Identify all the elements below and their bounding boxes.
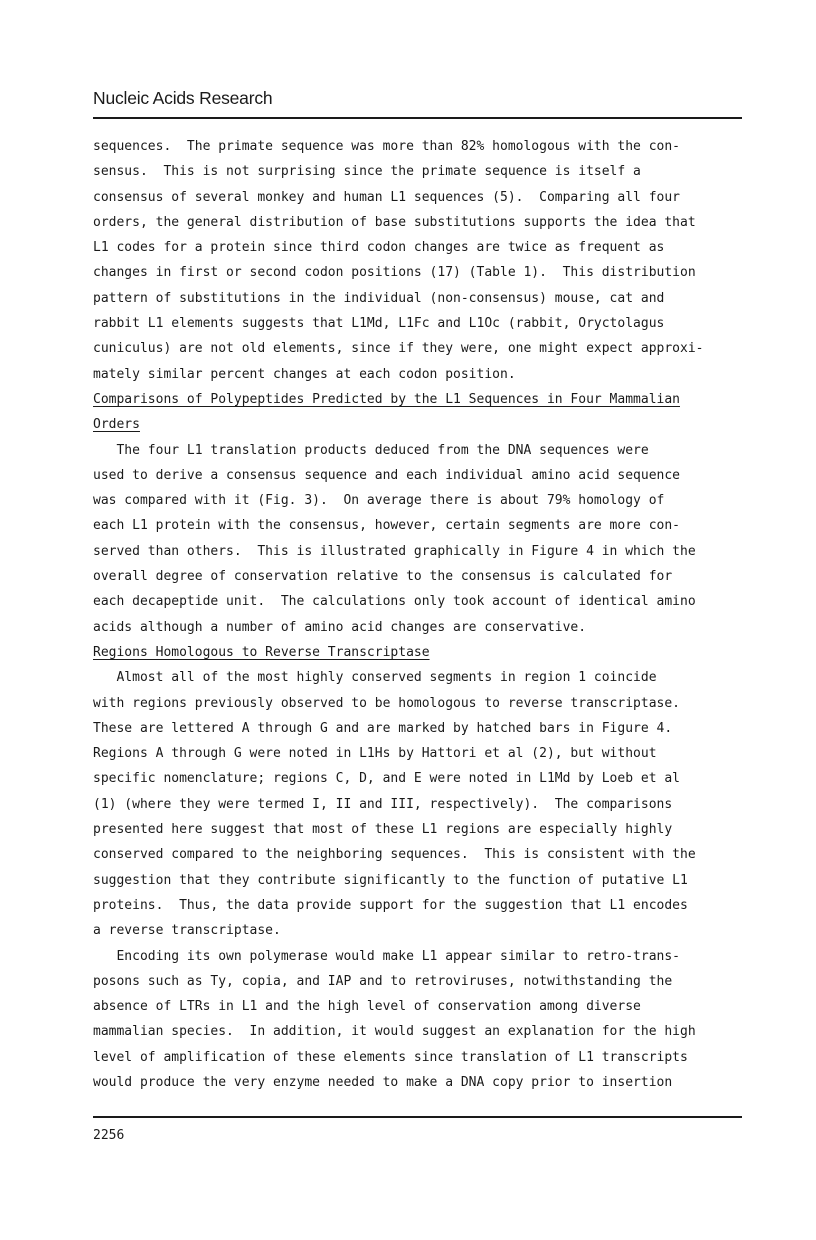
text-line: orders, the general distribution of base substitutions supports the idea that [93,214,696,230]
text-line: sequences. The primate sequence was more than 82% homologous with the con- [93,139,680,154]
text-line: served than others. This is illustrated graphically in Figure 4 in which the [93,543,696,559]
text-line: Almost all of the most highly conserved segments in region 1 coincide [93,670,657,686]
text-line: suggestion that they contribute significantly to the function of putative L1 [93,872,688,888]
text-line: conserved compared to the neighboring sequences. This is consistent with the [93,847,696,863]
text-line: L1 codes for a protein since third codon changes are twice as frequent as [93,240,665,256]
article-body [93,134,753,1095]
text-line: proteins. Thus, the data provide support for the suggestion that L1 encodes [93,897,688,913]
text-line: These are lettered A through G and are marked by hatched bars in Figure 4. [93,720,673,736]
text-line: cuniculus) are not old elements, since if they were, one might expect approxi- [93,341,704,357]
paragraph-base-substitutions [93,134,753,387]
text-line: posons such as Ty, copia, and IAP and to retroviruses, notwithstanding the [93,973,673,989]
text-line: acids although a number of amino acid changes are conservative. [93,619,587,635]
page-number: 2256 [93,1128,125,1143]
text-line: pattern of substitutions in the individual (non-consensus) mouse, cat and [93,290,665,306]
text-line: with regions previously observed to be homologous to reverse transcriptase. [93,695,680,711]
text-line: would produce the very enzyme needed to make a DNA copy prior to insertion [93,1074,673,1090]
paragraph-conserved-segments [93,665,753,943]
text-line: mammalian species. In addition, it would suggest an explanation for the high [93,1024,696,1040]
section-heading-reverse-transcriptase [93,640,753,665]
heading-line: Comparisons of Polypeptides Predicted by the L1 Sequences in Four Mammalian [93,391,680,407]
text-line: presented here suggest that most of these L1 regions are especially highly [93,822,673,838]
text-line: each decapeptide unit. The calculations only took account of identical amino [93,594,696,610]
journal-title: Nucleic Acids Research [93,88,273,108]
text-line: Regions A through G were noted in L1Hs by Hattori et al (2), but without [93,746,657,762]
paragraph-polymerase [93,944,753,1096]
text-line: a reverse transcriptase. [93,923,281,939]
text-line: level of amplification of these elements since translation of L1 transcripts [93,1049,688,1065]
text-line: consensus of several monkey and human L1 sequences (5). Comparing all four [93,189,680,205]
section-heading-polypeptides [93,387,753,438]
text-line: changes in first or second codon positions (17) (Table 1). This distribution [93,265,696,281]
heading-line: Orders [93,417,140,433]
heading-line: Regions Homologous to Reverse Transcriptase [93,644,430,660]
header-rule [93,117,742,119]
text-line: each L1 protein with the consensus, however, certain segments are more con- [93,518,680,534]
text-line: absence of LTRs in L1 and the high level of conservation among diverse [93,999,641,1015]
text-line: was compared with it (Fig. 3). On average there is about 79% homology of [93,493,665,509]
text-line: overall degree of conservation relative to the consensus is calculated for [93,569,673,585]
text-line: sensus. This is not surprising since the primate sequence is itself a [93,164,641,180]
footer-rule [93,1116,742,1118]
text-line: The four L1 translation products deduced from the DNA sequences were [93,442,649,458]
text-line: (1) (where they were termed I, II and III, respectively). The comparisons [93,796,673,812]
text-line: Encoding its own polymerase would make L1 appear similar to retro-trans- [93,948,680,964]
text-line: rabbit L1 elements suggests that L1Md, L1Fc and L1Oc (rabbit, Oryctolagus [93,316,665,332]
text-line: used to derive a consensus sequence and each individual amino acid sequence [93,467,680,483]
text-line: specific nomenclature; regions C, D, and E were noted in L1Md by Loeb et al [93,771,680,787]
text-line: mately similar percent changes at each codon position. [93,366,516,382]
paragraph-translation-products [93,438,753,640]
